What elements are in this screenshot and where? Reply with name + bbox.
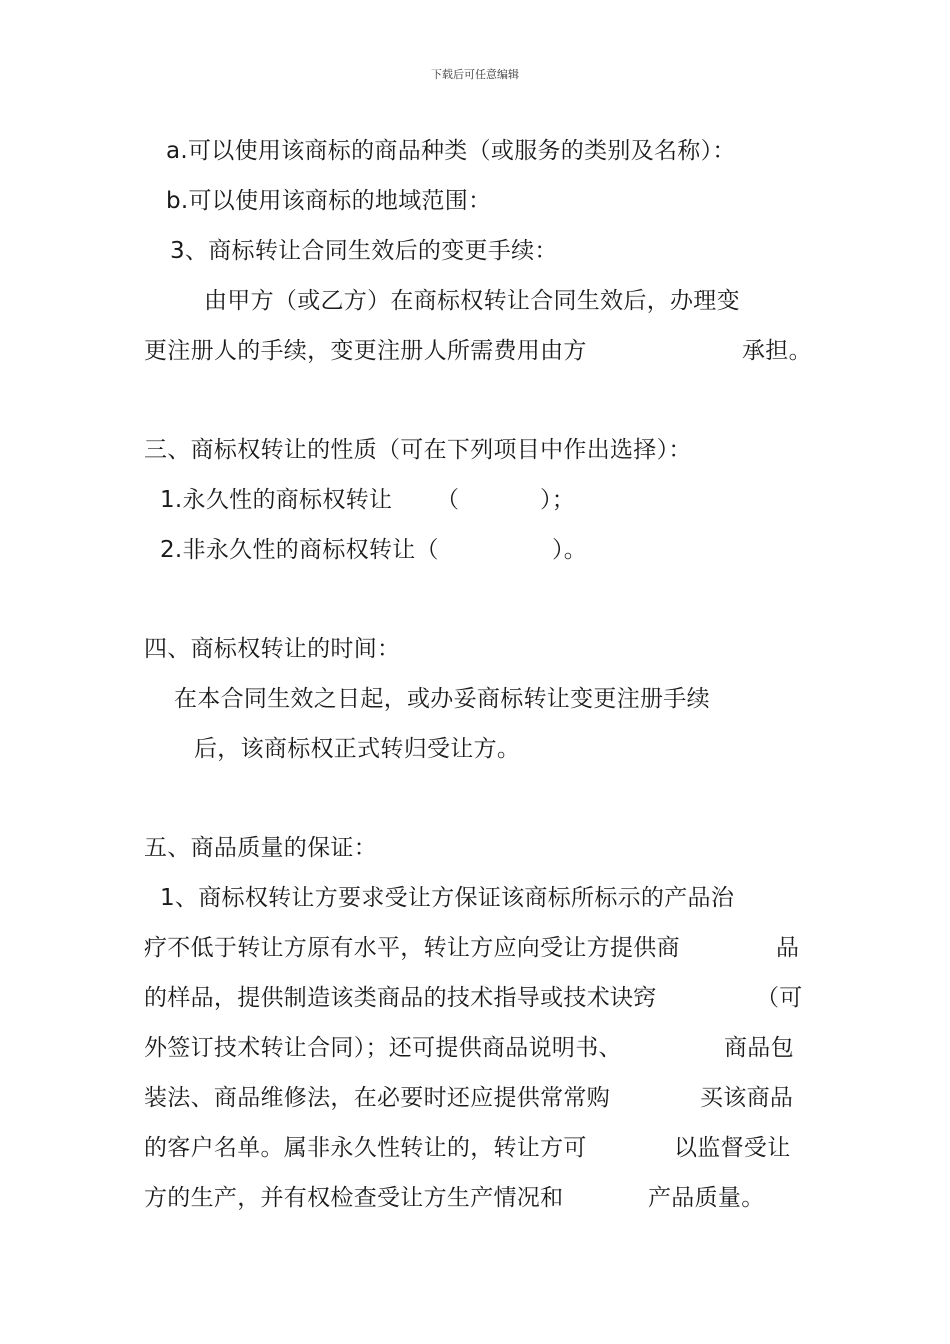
text-line: 品 xyxy=(776,935,800,961)
option-bracket-open: （ xyxy=(436,487,460,513)
option-bracket-close: ）； xyxy=(540,487,576,513)
text-line: 疗不低于转让方原有水平，转让方应向受让方提供商 xyxy=(144,935,680,961)
section-heading: 三、商标权转让的性质（可在下列项目中作出选择）： xyxy=(144,437,692,463)
option-bracket-close: ）。 xyxy=(552,537,588,563)
option-label: 2.非永久性的商标权转让（ xyxy=(160,537,439,563)
text-line: 商品包 xyxy=(724,1035,794,1061)
text-line: 方的生产，并有权检查受让方生产情况和 xyxy=(144,1185,564,1211)
text-line: 的样品，提供制造该类商品的技术指导或技术诀窍 xyxy=(144,985,657,1011)
option-label: 1.永久性的商标权转让 xyxy=(160,487,393,513)
text-line: 3、商标转让合同生效后的变更手续： xyxy=(170,238,558,264)
text-line: 外签订技术转让合同）；还可提供商品说明书、 xyxy=(144,1035,622,1061)
text-line: 在本合同生效之日起，或办妥商标转让变更注册手续 xyxy=(174,686,710,712)
text-line: a.可以使用该商标的商品种类（或服务的类别及名称）： xyxy=(166,138,736,164)
section-heading: 五、商品质量的保证： xyxy=(144,835,377,861)
text-line: b.可以使用该商标的地域范围： xyxy=(166,188,492,214)
text-line: 更注册人的手续，变更注册人所需费用由方 xyxy=(144,338,587,364)
text-line: 1、商标权转让方要求受让方保证该商标所标示的产品治 xyxy=(160,885,735,911)
page-header: 下载后可任意编辑 xyxy=(431,68,519,81)
text-line: 买该商品 xyxy=(700,1085,794,1111)
text-line: （可 xyxy=(756,985,803,1011)
text-line: 装法、商品维修法，在必要时还应提供常常购 xyxy=(144,1085,610,1111)
text-line: 以监督受让 xyxy=(674,1135,791,1161)
text-line: 的客户名单。属非永久性转让的，转让方可 xyxy=(144,1135,587,1161)
text-line: 产品质量。 xyxy=(648,1185,765,1211)
text-line: 承担。 xyxy=(742,338,812,364)
section-heading: 四、商标权转让的时间： xyxy=(144,636,401,662)
text-line: 后，该商标权正式转归受让方。 xyxy=(194,736,521,762)
text-line: 由甲方（或乙方）在商标权转让合同生效后，办理变 xyxy=(204,288,740,314)
